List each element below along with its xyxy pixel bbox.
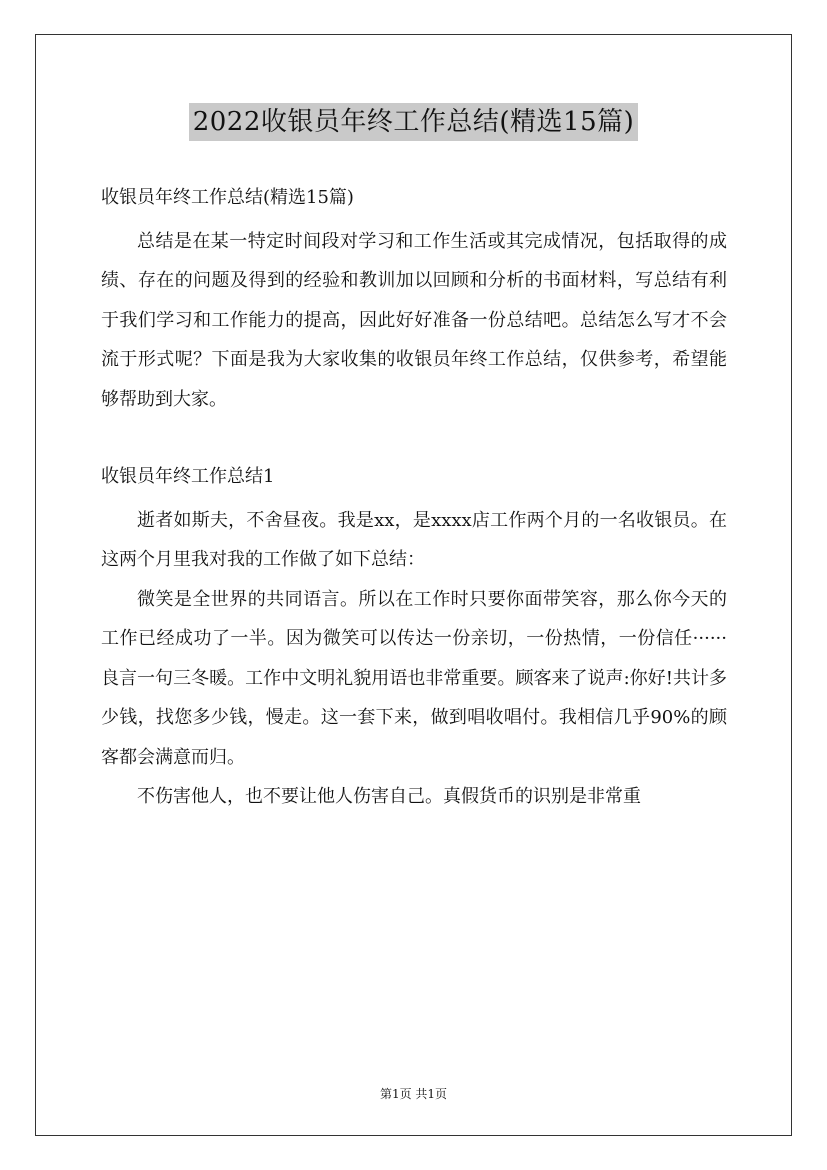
page-footer: 第1页 共1页 xyxy=(379,1087,448,1101)
body-paragraph: 逝者如斯夫，不舍昼夜。我是xx，是xxxx店工作两个月的一名收银员。在这两个月里我对我的工作做了如下总结： xyxy=(101,509,727,570)
body-paragraph: 微笑是全世界的共同语言。所以在工作时只要你面带笑容，那么你今天的工作已经成功了一半。因为微笑可以传达一份亲切，一份热情，一份信任······良言一句三冬暖。工作中文明礼貌用语也非常重要。顾客来了说声:你好!共计多少钱，找您多少钱，慢走。这一套下来，做到唱收唱付。我相信几乎90%的顾客都会满意而归。 xyxy=(101,588,727,768)
document-title: 2022收银员年终工作总结(精选15篇) xyxy=(189,103,639,141)
title-container xyxy=(0,103,827,141)
intro-paragraph: 总结是在某一特定时间段对学习和工作生活或其完成情况，包括取得的成绩、存在的问题及得到的经验和教训加以回顾和分析的书面材料，写总结有利于我们学习和工作能力的提高，因此好好准备一份总结吧。总结怎么写才不会流于形式呢？下面是我为大家收集的收银员年终工作总结，仅供参考，希望能够帮助到大家。 xyxy=(101,230,727,410)
document-subtitle: 收银员年终工作总结(精选15篇) xyxy=(101,187,354,208)
body-paragraph: 不伤害他人，也不要让他人伤害自己。真假货币的识别是非常重 xyxy=(137,786,641,807)
section-heading: 收银员年终工作总结1 xyxy=(101,466,275,487)
document-body xyxy=(101,178,727,817)
